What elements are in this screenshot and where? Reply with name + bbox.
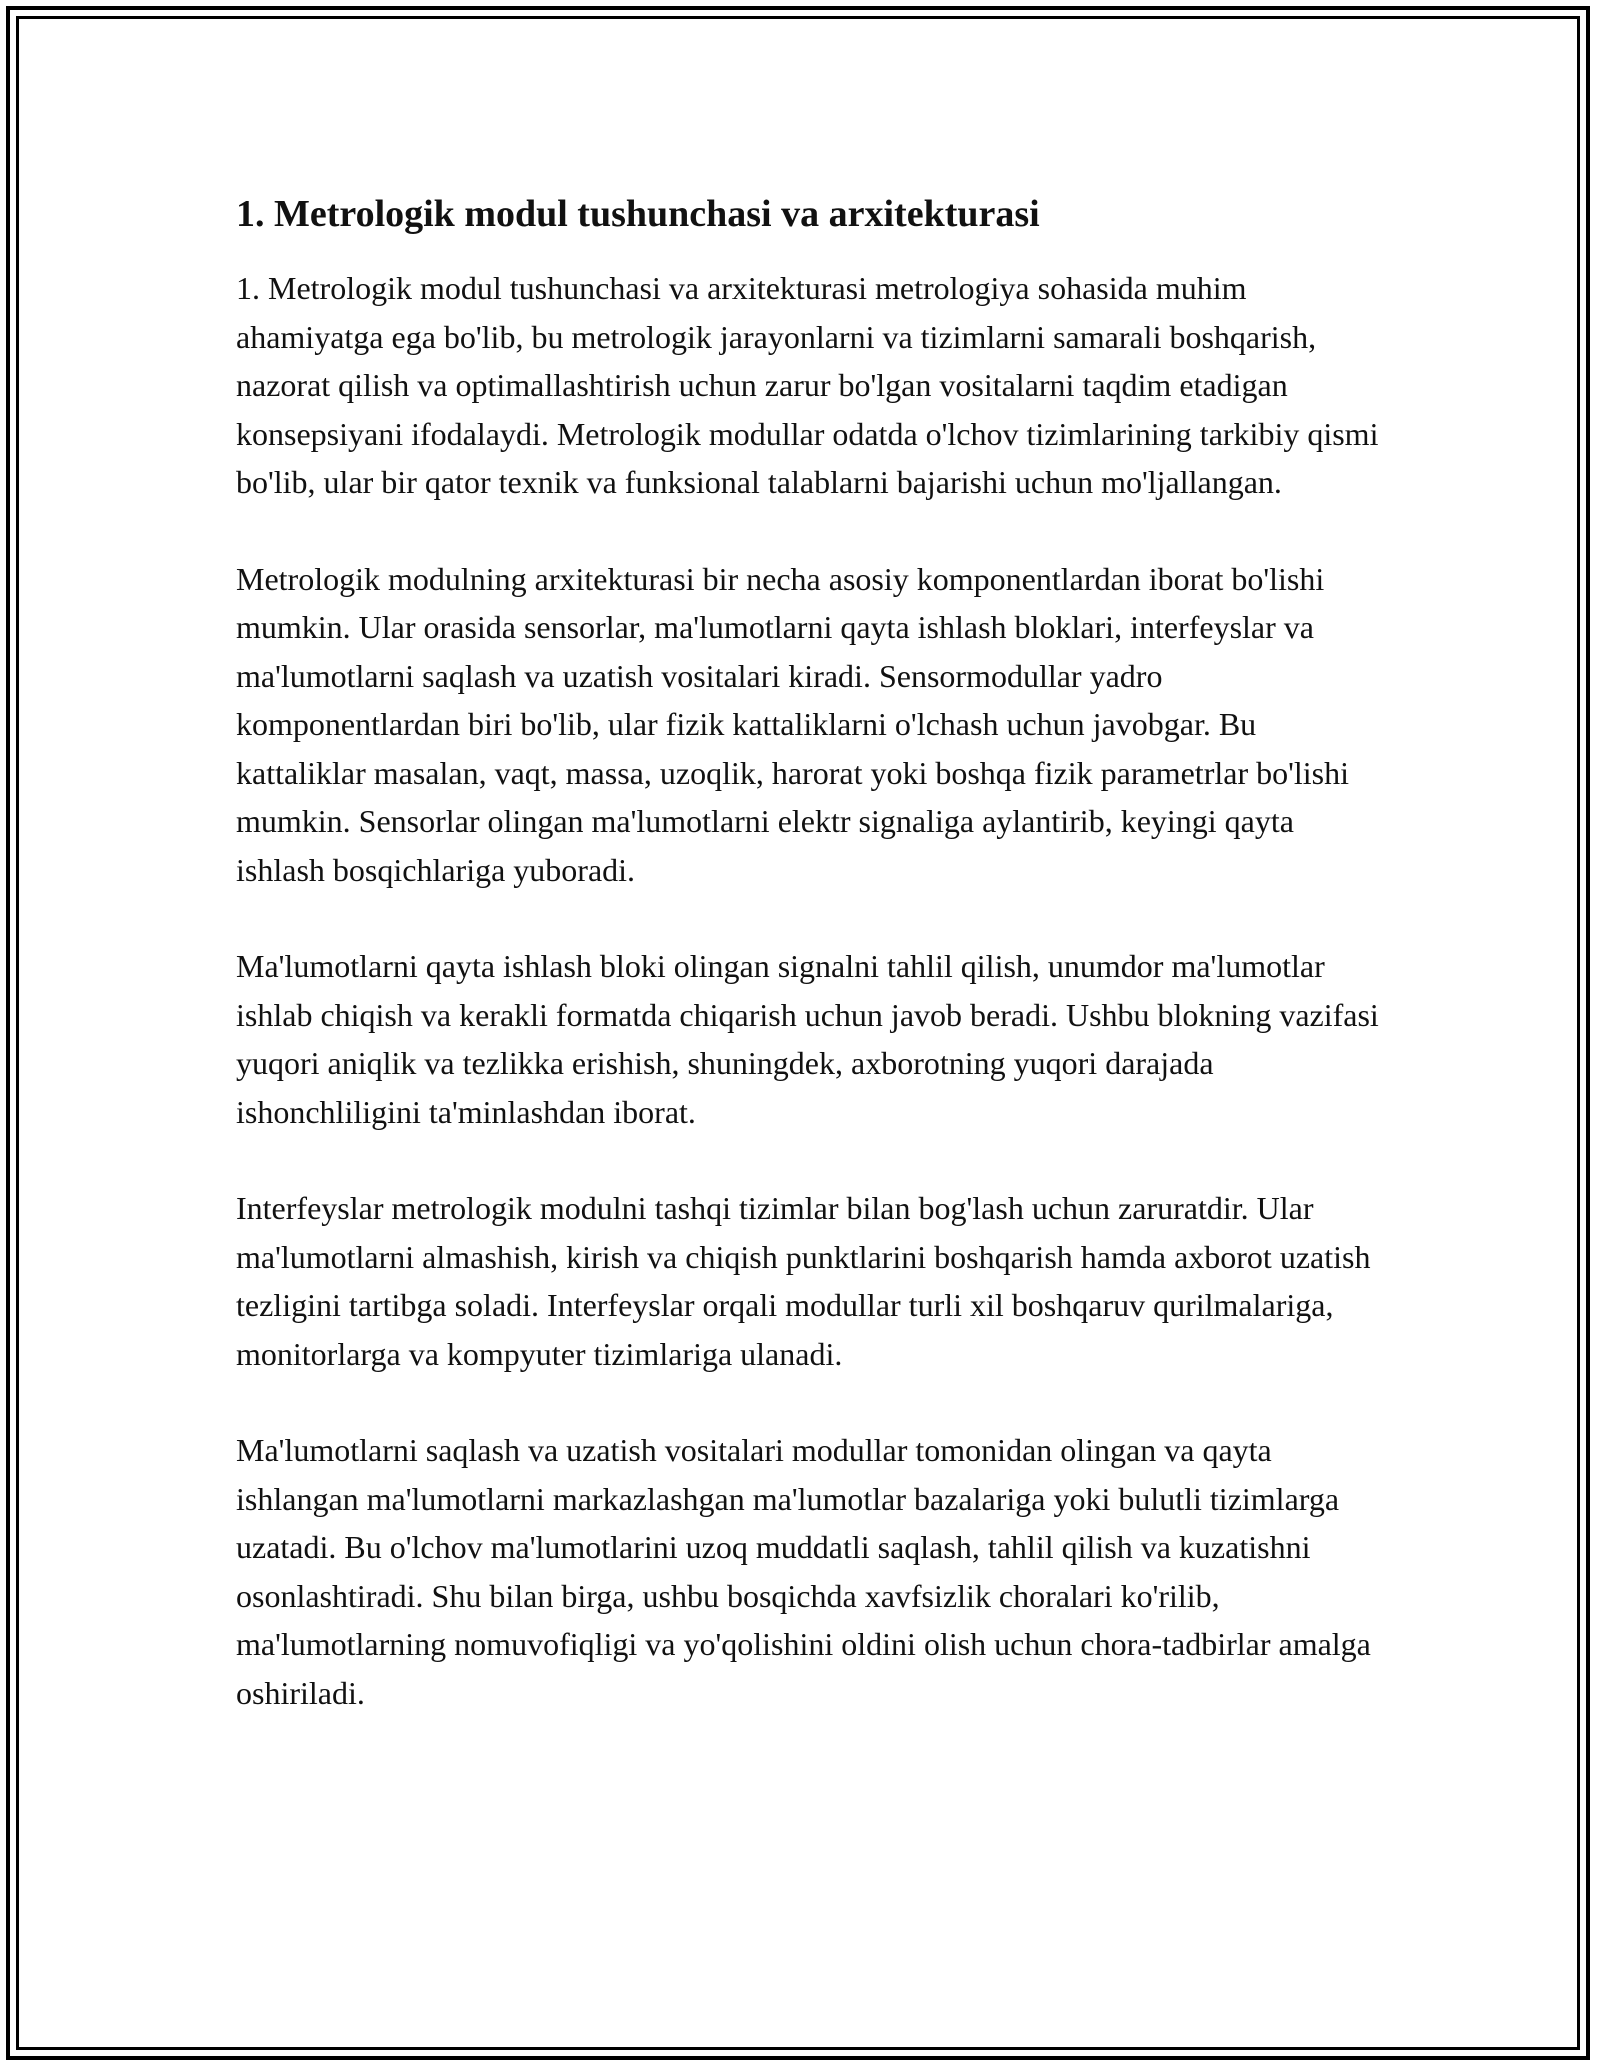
paragraph-storage-transfer: Ma'lumotlarni saqlash va uzatish vositalari modullar tomonidan olingan va qayta ishlangan ma'lumotlarni markazlashgan ma'lumotlar bazalariga yoki bulutli tizimlarga uzatadi. Bu o'lchov ma'lumotlarini uzoq muddatli saqlash, tahlil qilish va kuzatishni osonlashtiradi. Shu bilan birga, ushbu bosqichda xavfsizlik choralari ko'rilib, ma'lumotlarning nomuvofiqligi va yo'qolishini oldini olish uchun chora-tadbirlar amalga oshiriladi. [236, 1432, 1371, 1711]
paragraph-intro: 1. Metrologik modul tushunchasi va arxitekturasi metrologiya sohasida muhim ahamiyatga ega bo'lib, bu metrologik jarayonlarni va tizimlarni samarali boshqarish, nazorat qilish va optimallashtirish uchun zarur bo'lgan vositalarni taqdim etadigan konsepsiyani ifodalaydi. Metrologik modullar odatda o'lchov tizimlarining tarkibiy qismi bo'lib, ular bir qator texnik va funksional talablarni bajarishi uchun mo'ljallangan. [236, 270, 1379, 500]
section-title: 1. Metrologik modul tushunchasi va arxitekturasi [236, 193, 1040, 235]
paragraph-interfaces: Interfeyslar metrologik modulni tashqi tizimlar bilan bog'lash uchun zaruratdir. Ular ma'lumotlarni almashish, kirish va chiqish punktlarini boshqarish hamda axborot uzatish tezligini tartibga soladi. Interfeyslar orqali modullar turli xil boshqaruv qurilmalariga, monitorlarga va kompyuter tizimlariga ulanadi. [236, 1190, 1371, 1372]
paragraph-architecture: Metrologik modulning arxitekturasi bir necha asosiy komponentlardan iborat bo'lishi mumkin. Ular orasida sensorlar, ma'lumotlarni qayta ishlash bloklari, interfeyslar va ma'lumotlarni saqlash va uzatish vositalari kiradi. Sensormodullar yadro komponentlardan biri bo'lib, ular fizik kattaliklarni o'lchash uchun javobgar. Bu kattaliklar masalan, vaqt, massa, uzoqlik, harorat yoki boshqa fizik parametrlar bo'lishi mumkin. Sensorlar olingan ma'lumotlarni elektr signaliga aylantirib, keyingi qayta ishlash bosqichlariga yuboradi. [236, 560, 1349, 888]
document-body [236, 186, 1386, 1765]
paragraph-processing-block: Ma'lumotlarni qayta ishlash bloki olingan signalni tahlil qilish, unumdor ma'lumotlar ishlab chiqish va kerakli formatda chiqarish uchun javob beradi. Ushbu blokning vazifasi yuqori aniqlik va tezlikka erishish, shuningdek, axborotning yuqori darajada ishonchliligini ta'minlashdan iborat. [236, 948, 1379, 1130]
